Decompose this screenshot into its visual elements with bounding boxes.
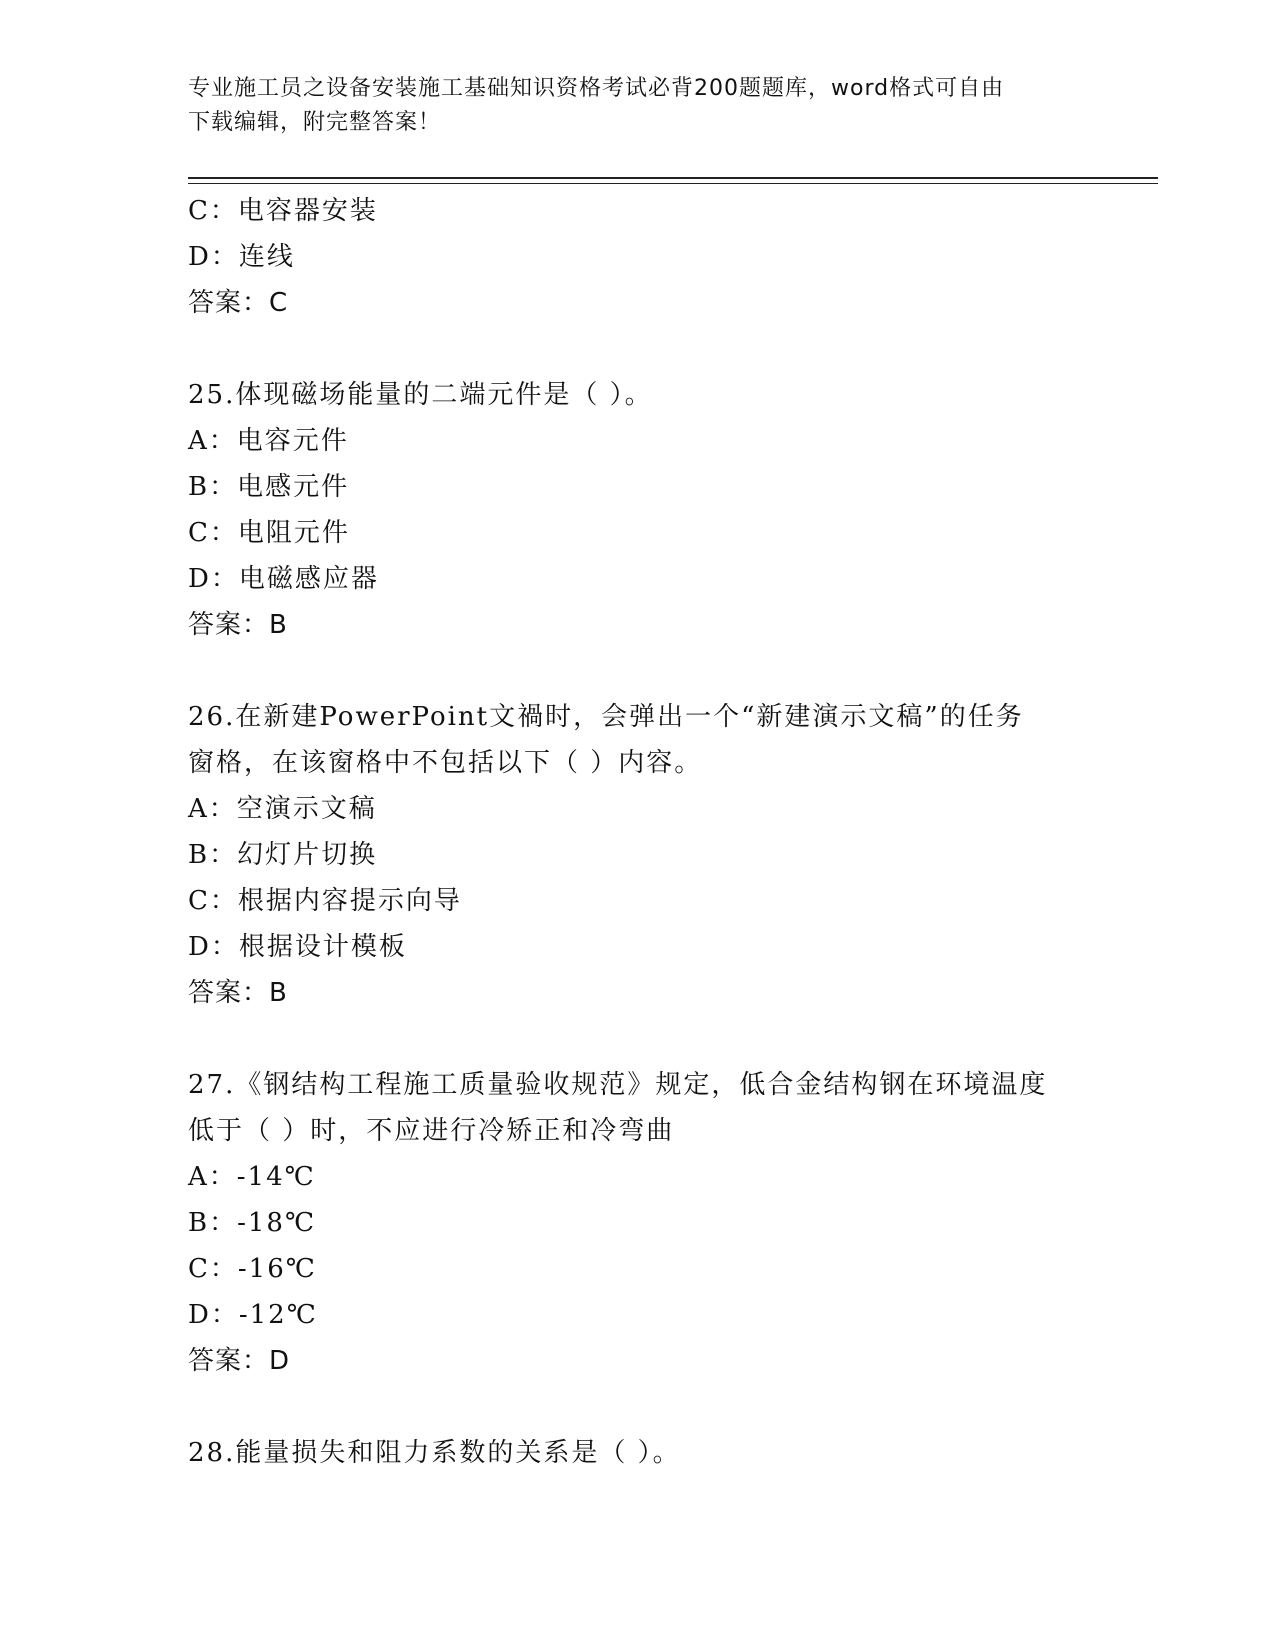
option-b: B：幻灯片切换 bbox=[188, 840, 378, 870]
option-d: D：-12℃ bbox=[188, 1300, 318, 1330]
question-26 bbox=[188, 694, 1148, 1016]
question-stem-line-2: 窗格，在该窗格中不包括以下（ ）内容。 bbox=[188, 748, 703, 778]
answer-line: 答案：D bbox=[188, 1346, 291, 1376]
option-c: C：-16℃ bbox=[188, 1254, 317, 1284]
option-b: B：电感元件 bbox=[188, 472, 350, 502]
header-divider-thick bbox=[188, 177, 1158, 179]
option-c: C：电阻元件 bbox=[188, 518, 350, 548]
question-stem-line-1: 26.在新建PowerPoint文禍时，会弹出一个“新建演示文稿”的任务 bbox=[188, 702, 1024, 732]
answer-line: 答案：C bbox=[188, 288, 289, 318]
document-header bbox=[188, 72, 1088, 140]
question-27 bbox=[188, 1062, 1148, 1384]
answer-line: 答案：B bbox=[188, 978, 288, 1008]
header-line-2: 下载编辑，附完整答案！ bbox=[188, 110, 442, 135]
question-stem-line-1: 27.《钢结构工程施工质量验收规范》规定，低合金结构钢在环境温度 bbox=[188, 1070, 1048, 1100]
option-c: C：根据内容提示向导 bbox=[188, 886, 462, 916]
option-b: B：-18℃ bbox=[188, 1208, 317, 1238]
question-25 bbox=[188, 372, 1148, 648]
question-list bbox=[188, 188, 1148, 1476]
question-stem: 25.体现磁场能量的二端元件是（ ）。 bbox=[188, 380, 653, 410]
option-d: D：连线 bbox=[188, 242, 295, 272]
option-a: A：-14℃ bbox=[188, 1162, 316, 1192]
question-stem: 28.能量损失和阻力系数的关系是（ ）。 bbox=[188, 1438, 681, 1468]
option-a: A：电容元件 bbox=[188, 426, 349, 456]
option-d: D：电磁感应器 bbox=[188, 564, 379, 594]
question-28 bbox=[188, 1430, 1148, 1476]
header-divider-thin bbox=[188, 183, 1158, 184]
option-d: D：根据设计模板 bbox=[188, 932, 407, 962]
option-a: A：空演示文稿 bbox=[188, 794, 377, 824]
question-stem-line-2: 低于（ ）时，不应进行冷矫正和冷弯曲 bbox=[188, 1116, 675, 1146]
header-line-1: 专业施工员之设备安装施工基础知识资格考试必背200题题库，word格式可自由 bbox=[188, 76, 1005, 101]
option-c: C：电容器安装 bbox=[188, 196, 378, 226]
answer-line: 答案：B bbox=[188, 610, 288, 640]
